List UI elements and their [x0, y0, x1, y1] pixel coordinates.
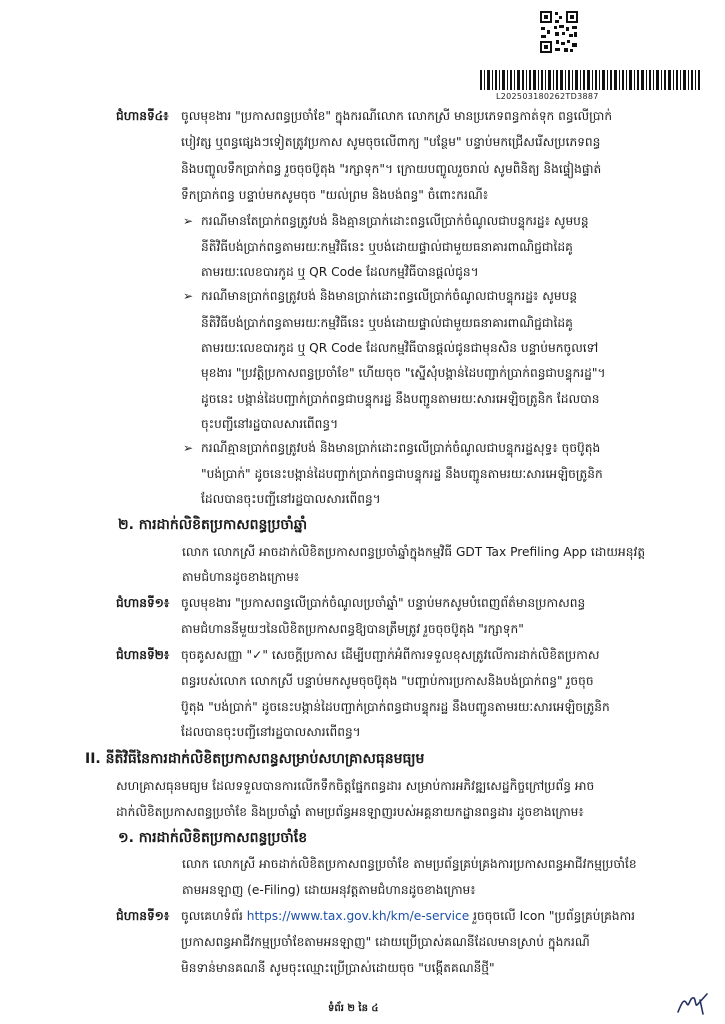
sectionII-step1-pre: ចូលគេហទំព័រ — [181, 909, 243, 923]
case1-line: តាមរយៈលេខបារកូដ ឬ QR Code ដែលកម្មវិធីបានផ្ដល់ជូន។ — [201, 265, 479, 279]
sectionII-heading: II. នីតិវិធីនៃការដាក់លិខិតប្រកាសពន្ធសម្រាប់សហគ្រាសធុនមធ្យម — [85, 751, 425, 767]
section2-step1-line: ចូលមុខងារ "ប្រកាសពន្ធលើប្រាក់ចំណូលប្រចាំឆ្នាំ" បន្ទាប់មកសូមបំពេញព័ត៌មានប្រកាសពន្ធ — [181, 596, 586, 610]
sectionII-sub1-heading: ១. ការដាក់លិខិតប្រកាសពន្ធប្រចាំខែ — [118, 830, 308, 846]
case2-line: នីតិវិធីបង់ប្រាក់ពន្ធតាមរយៈកម្មវិធីនេះ ឬបង់ដោយផ្ទាល់ជាមួយធនាគារពាណិជ្ជជាដៃគូ — [201, 316, 573, 330]
step4-line: ចូលមុខងារ "ប្រកាសពន្ធប្រចាំខែ" ក្នុងករណីលោក លោកស្រី មានប្រភេទពន្ធកាត់ទុក ពន្ធលើប្រាក់ — [181, 109, 613, 123]
section2-intro: លោក លោកស្រី អាចដាក់លិខិតប្រកាសពន្ធប្រចាំឆ្នាំក្នុងកម្មវិធី GDT Tax Prefiling App ដោយអនុវត្ត — [182, 545, 646, 559]
case1-line: ករណីមានតែប្រាក់ពន្ធត្រូវបង់ និងគ្មានប្រាក់ដោះពន្ធលើប្រាក់ចំណូលជាបន្ទុករដ្ឋ៖ សូមបន្ត — [201, 214, 589, 228]
case2-line: ចុះបញ្ជីនៅរដ្ឋបាលសារពើពន្ធ។ — [201, 417, 339, 431]
step4-label: ជំហានទី៤៖ — [116, 109, 169, 123]
bullet-arrow-icon: ➢ — [183, 441, 194, 455]
section2-intro: តាមជំហានដូចខាងក្រោម៖ — [182, 570, 300, 584]
sectionII-step1-post: រួចចុចលើ Icon "ប្រព័ន្ធគ្រប់គ្រងការ — [473, 909, 636, 923]
section2-step2-line: ដែលបានចុះបញ្ជីនៅរដ្ឋបាលសារពើពន្ធ។ — [181, 725, 361, 739]
section2-heading: ២. ការដាក់លិខិតប្រកាសពន្ធប្រចាំឆ្នាំ — [118, 517, 308, 533]
case2-line: មុខងារ "ប្រវត្តិប្រកាសពន្ធប្រចាំខែ" ហើយចុច "ស្នើសុំបង្កាន់ដៃបញ្ជាក់ប្រាក់ពន្ធជាបន្ទុករដ្ឋ"។ — [201, 366, 606, 380]
barcode-number: L202503180262TD3887 — [496, 92, 599, 101]
sectionII-intro: ដាក់លិខិតប្រកាសពន្ធប្រចាំខែ និងប្រចាំឆ្នាំ តាមប្រព័ន្ធអនឡាញរបស់អគ្គនាយកដ្ឋានពន្ធដារ ដូចខាងក្រោម៖ — [116, 805, 584, 819]
section2-step2-line: ចុចគូសសញ្ញា "✓" សេចក្ដីប្រកាស ដើម្បីបញ្ជាក់អំពីការទទួលខុសត្រូវលើការដាក់លិខិតប្រកាស — [181, 648, 600, 662]
section2-step2-line: ប៊ូតុង "បង់ប្រាក់" ដូចនេះបង្កាន់ដៃបញ្ជាក់ប្រាក់ពន្ធជាបន្ទុករដ្ឋ នឹងបញ្ជូនតាមរយៈសារអេឡិចត្រូនិក — [181, 700, 610, 714]
sectionII-intro: សហគ្រាសធុនមធ្យម ដែលទទួលបានការលើកទឹកចិត្តផ្នែកពន្ធដារ សម្រាប់ការអភិវឌ្ឍសេដ្ឋកិច្ចក្រៅប្រព័ន្ធ អាច — [116, 779, 595, 793]
case3-line: ករណីគ្មានប្រាក់ពន្ធត្រូវបង់ និងមានប្រាក់ដោះពន្ធលើប្រាក់ចំណូលជាបន្ទុករដ្ឋសុទ្ធ៖ ចុចប៊ូតុង — [201, 441, 601, 455]
sectionII-step1-line: ប្រកាសពន្ធអាជីវកម្មប្រចាំខែតាមអនឡាញ" ដោយប្រើប្រាស់គណនីដែលមានស្រាប់ ក្នុងករណី — [181, 935, 590, 949]
sectionII-step1-line — [181, 909, 635, 923]
sectionII-sub1-intro: លោក លោកស្រី អាចដាក់លិខិតប្រកាសពន្ធប្រចាំខែ តាមប្រព័ន្ធគ្រប់គ្រងការប្រកាសពន្ធអាជីវកម្មប្រចាំខែ — [182, 857, 637, 871]
case3-line: "បង់ប្រាក់" ដូចនេះបង្កាន់ដៃបញ្ជាក់ប្រាក់ពន្ធជាបន្ទុករដ្ឋ នឹងបញ្ជូនតាមរយៈសារអេឡិចត្រូនិក — [201, 467, 603, 481]
step4-line: និងបញ្ចូលទឹកប្រាក់ពន្ធ រួចចុចប៊ូតុង "រក្សាទុក"។ ក្រោយបញ្ចូលរួចរាល់ សូមពិនិត្យ និងផ្ទៀងផ្ទាត់ — [181, 162, 602, 176]
step4-line: ទឹកប្រាក់ពន្ធ បន្ទាប់មកសូមចុច "យល់ព្រម និងបង់ពន្ធ" ចំពោះករណី៖ — [181, 188, 489, 202]
e-service-link[interactable]: https://www.tax.gov.kh/km/e-service — [246, 909, 470, 923]
sectionII-sub1-intro: តាមអនឡាញ (e-Filing) ដោយអនុវត្តតាមជំហានដូចខាងក្រោម៖ — [182, 883, 476, 897]
sectionII-step1-line: មិនទាន់មានគណនី សូមចុះឈ្មោះប្រើប្រាស់ដោយចុច "បង្កើតគណនីថ្មី" — [181, 961, 495, 975]
page-number: ទំព័រ ២ នៃ ៤ — [328, 1003, 379, 1014]
initials-signature — [676, 990, 710, 1016]
case2-line: ដូចនេះ បង្កាន់ដៃបញ្ជាក់ប្រាក់ពន្ធជាបន្ទុករដ្ឋ នឹងបញ្ជូនតាមរយៈសារអេឡិចត្រូនិក ដែលបាន — [201, 392, 600, 406]
section2-step1-line: តាមជំហាននីមួយៗនៃលិខិតប្រកាសពន្ធឱ្យបានត្រឹមត្រូវ រួចចុចប៊ូតុង "រក្សាទុក" — [181, 622, 524, 636]
section2-step1-label: ជំហានទី១៖ — [116, 596, 170, 610]
case2-line: ករណីមានប្រាក់ពន្ធត្រូវបង់ និងមានប្រាក់ដោះពន្ធលើប្រាក់ចំណូលជាបន្ទុករដ្ឋ៖ សូមបន្ត — [201, 289, 578, 303]
case3-line: ដែលបានចុះបញ្ជីនៅរដ្ឋបាលសារពើពន្ធ។ — [201, 492, 381, 506]
bullet-arrow-icon: ➢ — [183, 289, 194, 303]
case1-line: នីតិវិធីបង់ប្រាក់ពន្ធតាមរយៈកម្មវិធីនេះ ឬបង់ដោយផ្ទាល់ជាមួយធនាគារពាណិជ្ជជាដៃគូ — [201, 240, 573, 254]
step4-line: បៀវត្ស ឬពន្ធផ្សេងៗទៀតត្រូវប្រកាស សូមចុចលើពាក្យ "បន្ថែម" បន្ទាប់មកជ្រើសរើសប្រភេទពន្ធ — [181, 135, 601, 149]
sectionII-step1-label: ជំហានទី១៖ — [116, 909, 170, 923]
bullet-arrow-icon: ➢ — [183, 214, 194, 228]
section2-step2-label: ជំហានទី២៖ — [116, 648, 170, 662]
case2-line: តាមរយៈលេខបារកូដ ឬ QR Code ដែលកម្មវិធីបានផ្ដល់ជូនជាមុនសិន បន្ទាប់មកចូលទៅ — [201, 341, 599, 355]
section2-step2-line: ពន្ធរបស់លោក លោកស្រី បន្ទាប់មកសូមចុចប៊ូតុង "បញ្ជាប់ការប្រកាសនិងបង់ប្រាក់ពន្ធ" រួចចុច — [181, 674, 594, 688]
